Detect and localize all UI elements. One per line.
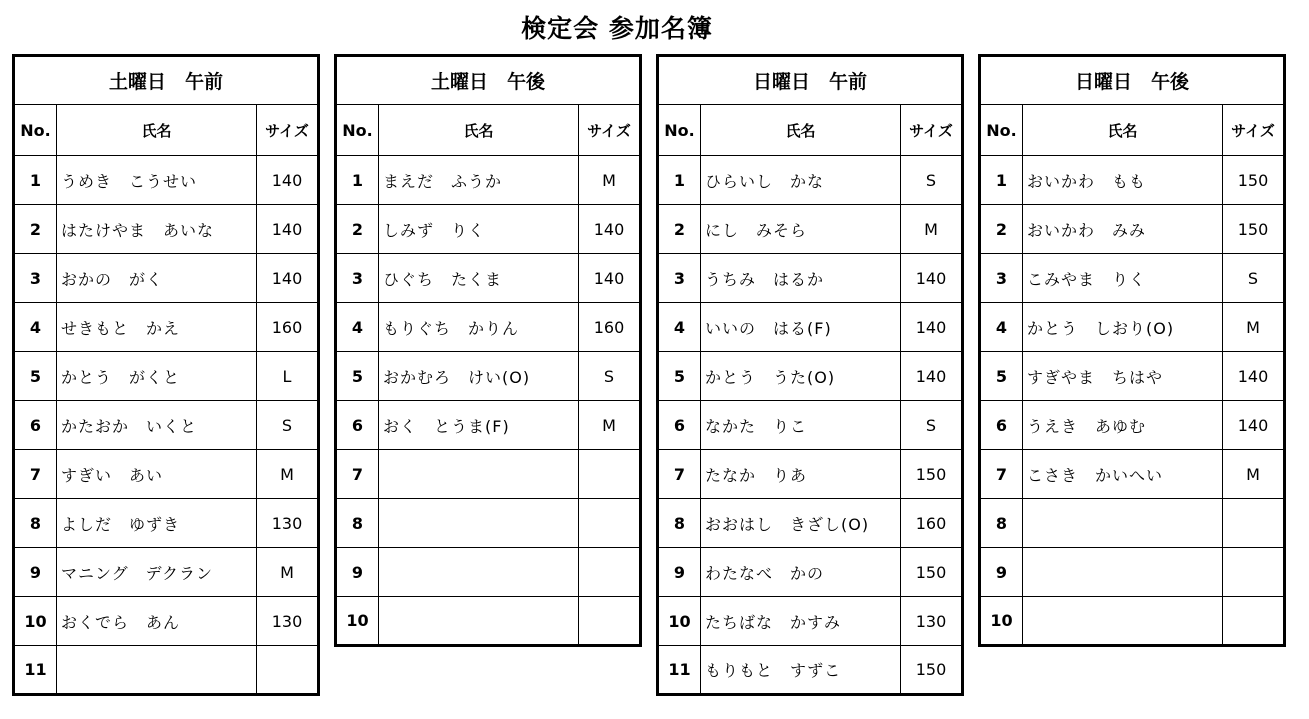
participant-name: もりぐち かりん: [379, 303, 579, 352]
size-value: S: [257, 401, 319, 450]
participant-name: [379, 548, 579, 597]
column-header-no: No.: [658, 105, 701, 156]
size-value: [1223, 499, 1285, 548]
column-header-no: No.: [336, 105, 379, 156]
column-header-size: サイズ: [901, 105, 963, 156]
participant-name: こさき かいへい: [1023, 450, 1223, 499]
size-value: [579, 548, 641, 597]
size-value: [1223, 597, 1285, 646]
size-value: 160: [579, 303, 641, 352]
participant-name: おおはし きざし(O): [701, 499, 901, 548]
size-value: [579, 450, 641, 499]
table-row: [336, 450, 641, 499]
row-number: 1: [980, 156, 1023, 205]
size-value: S: [579, 352, 641, 401]
row-number: 10: [336, 597, 379, 646]
row-number: 4: [980, 303, 1023, 352]
size-value: [579, 597, 641, 646]
table-row: [14, 303, 319, 352]
participant-name: [1023, 548, 1223, 597]
row-number: 4: [658, 303, 701, 352]
participant-name: おいかわ みみ: [1023, 205, 1223, 254]
table-row: [14, 450, 319, 499]
participant-name: おかの がく: [57, 254, 257, 303]
participant-name: かとう うた(O): [701, 352, 901, 401]
table-row: [980, 499, 1285, 548]
table-row: [658, 156, 963, 205]
table-row: [980, 303, 1285, 352]
row-number: 7: [14, 450, 57, 499]
size-value: 150: [901, 646, 963, 695]
size-value: 130: [257, 499, 319, 548]
size-value: S: [901, 156, 963, 205]
row-number: 8: [658, 499, 701, 548]
table-row: [658, 254, 963, 303]
size-value: 130: [257, 597, 319, 646]
size-value: M: [257, 450, 319, 499]
size-value: 140: [901, 254, 963, 303]
size-value: 140: [1223, 352, 1285, 401]
size-value: [257, 646, 319, 695]
participant-name: かとう がくと: [57, 352, 257, 401]
row-number: 9: [980, 548, 1023, 597]
row-number: 2: [336, 205, 379, 254]
participant-name: もりもと すずこ: [701, 646, 901, 695]
size-value: 140: [257, 254, 319, 303]
row-number: 1: [336, 156, 379, 205]
row-number: 10: [980, 597, 1023, 646]
participant-name: かたおか いくと: [57, 401, 257, 450]
row-number: 4: [336, 303, 379, 352]
participant-name: うめき こうせい: [57, 156, 257, 205]
roster-table-sun-pm: [978, 54, 1286, 647]
table-row: [980, 548, 1285, 597]
row-number: 9: [658, 548, 701, 597]
table-row: [14, 254, 319, 303]
participant-name: なかた りこ: [701, 401, 901, 450]
table-row: [980, 156, 1285, 205]
size-value: M: [579, 401, 641, 450]
participant-name: たなか りあ: [701, 450, 901, 499]
participant-name: [379, 499, 579, 548]
participant-name: にし みそら: [701, 205, 901, 254]
size-value: 150: [901, 450, 963, 499]
participant-name: うえき あゆむ: [1023, 401, 1223, 450]
size-value: L: [257, 352, 319, 401]
size-value: M: [579, 156, 641, 205]
size-value: M: [1223, 303, 1285, 352]
column-header-size: サイズ: [257, 105, 319, 156]
table-row: [14, 156, 319, 205]
row-number: 2: [14, 205, 57, 254]
row-number: 8: [336, 499, 379, 548]
row-number: 4: [14, 303, 57, 352]
table-row: [658, 499, 963, 548]
row-number: 6: [14, 401, 57, 450]
column-header-name: 氏名: [701, 105, 901, 156]
column-header-name: 氏名: [1023, 105, 1223, 156]
size-value: 150: [901, 548, 963, 597]
table-row: [336, 548, 641, 597]
session-title: 土曜日 午後: [336, 56, 641, 105]
roster-table-sat-am: [12, 54, 320, 696]
size-value: 140: [1223, 401, 1285, 450]
row-number: 5: [658, 352, 701, 401]
participant-name: はたけやま あいな: [57, 205, 257, 254]
participant-name: [379, 450, 579, 499]
table-row: [14, 646, 319, 695]
participant-name: [57, 646, 257, 695]
participant-name: よしだ ゆずき: [57, 499, 257, 548]
table-row: [14, 499, 319, 548]
roster-table-sun-am: [656, 54, 964, 696]
table-row: [336, 352, 641, 401]
table-row: [14, 597, 319, 646]
row-number: 6: [980, 401, 1023, 450]
column-header-name: 氏名: [379, 105, 579, 156]
table-row: [336, 499, 641, 548]
participant-name: ひらいし かな: [701, 156, 901, 205]
size-value: 150: [1223, 156, 1285, 205]
participant-name: おくでら あん: [57, 597, 257, 646]
row-number: 10: [14, 597, 57, 646]
participant-name: こみやま りく: [1023, 254, 1223, 303]
table-row: [980, 352, 1285, 401]
roster-table-sat-pm: [334, 54, 642, 647]
row-number: 3: [336, 254, 379, 303]
size-value: S: [901, 401, 963, 450]
size-value: M: [1223, 450, 1285, 499]
participant-name: すぎい あい: [57, 450, 257, 499]
size-value: 140: [257, 156, 319, 205]
table-row: [980, 205, 1285, 254]
table-row: [658, 205, 963, 254]
row-number: 11: [14, 646, 57, 695]
participant-name: マニング デクラン: [57, 548, 257, 597]
row-number: 11: [658, 646, 701, 695]
session-title: 日曜日 午前: [658, 56, 963, 105]
size-value: 140: [901, 352, 963, 401]
row-number: 6: [658, 401, 701, 450]
row-number: 3: [980, 254, 1023, 303]
size-value: 140: [901, 303, 963, 352]
participant-name: おく とうま(F): [379, 401, 579, 450]
participant-name: おいかわ もも: [1023, 156, 1223, 205]
column-header-no: No.: [980, 105, 1023, 156]
size-value: 140: [257, 205, 319, 254]
participant-name: わたなべ かの: [701, 548, 901, 597]
table-row: [14, 548, 319, 597]
table-row: [658, 450, 963, 499]
column-header-name: 氏名: [57, 105, 257, 156]
row-number: 8: [14, 499, 57, 548]
size-value: S: [1223, 254, 1285, 303]
participant-name: [379, 597, 579, 646]
column-header-size: サイズ: [1223, 105, 1285, 156]
row-number: 3: [658, 254, 701, 303]
table-row: [336, 254, 641, 303]
participant-name: せきもと かえ: [57, 303, 257, 352]
participant-name: しみず りく: [379, 205, 579, 254]
table-row: [14, 352, 319, 401]
row-number: 5: [336, 352, 379, 401]
participant-name: たちばな かすみ: [701, 597, 901, 646]
table-row: [14, 205, 319, 254]
row-number: 9: [336, 548, 379, 597]
size-value: [579, 499, 641, 548]
table-row: [658, 303, 963, 352]
participant-name: [1023, 499, 1223, 548]
table-row: [980, 254, 1285, 303]
table-row: [658, 597, 963, 646]
participant-name: いいの はる(F): [701, 303, 901, 352]
table-row: [658, 401, 963, 450]
page-title: 検定会 参加名簿: [521, 14, 713, 43]
session-title: 土曜日 午前: [14, 56, 319, 105]
row-number: 3: [14, 254, 57, 303]
size-value: 150: [1223, 205, 1285, 254]
row-number: 5: [980, 352, 1023, 401]
row-number: 5: [14, 352, 57, 401]
row-number: 10: [658, 597, 701, 646]
participant-name: [1023, 597, 1223, 646]
table-row: [336, 303, 641, 352]
size-value: 160: [901, 499, 963, 548]
row-number: 7: [658, 450, 701, 499]
size-value: 140: [579, 254, 641, 303]
participant-name: かとう しおり(O): [1023, 303, 1223, 352]
participant-name: おかむろ けい(O): [379, 352, 579, 401]
table-row: [336, 597, 641, 646]
table-row: [980, 597, 1285, 646]
size-value: [1223, 548, 1285, 597]
table-row: [14, 401, 319, 450]
row-number: 7: [980, 450, 1023, 499]
row-number: 1: [658, 156, 701, 205]
table-row: [336, 205, 641, 254]
table-row: [658, 548, 963, 597]
table-row: [980, 450, 1285, 499]
column-header-size: サイズ: [579, 105, 641, 156]
row-number: 7: [336, 450, 379, 499]
row-number: 8: [980, 499, 1023, 548]
participant-name: うちみ はるか: [701, 254, 901, 303]
row-number: 9: [14, 548, 57, 597]
row-number: 2: [980, 205, 1023, 254]
participant-name: ひぐち たくま: [379, 254, 579, 303]
table-row: [658, 352, 963, 401]
session-title: 日曜日 午後: [980, 56, 1285, 105]
table-row: [980, 401, 1285, 450]
table-row: [336, 401, 641, 450]
size-value: 130: [901, 597, 963, 646]
column-header-no: No.: [14, 105, 57, 156]
size-value: 160: [257, 303, 319, 352]
size-value: M: [901, 205, 963, 254]
participant-name: すぎやま ちはや: [1023, 352, 1223, 401]
row-number: 6: [336, 401, 379, 450]
size-value: M: [257, 548, 319, 597]
row-number: 1: [14, 156, 57, 205]
table-row: [336, 156, 641, 205]
row-number: 2: [658, 205, 701, 254]
participant-name: まえだ ふうか: [379, 156, 579, 205]
table-row: [658, 646, 963, 695]
size-value: 140: [579, 205, 641, 254]
